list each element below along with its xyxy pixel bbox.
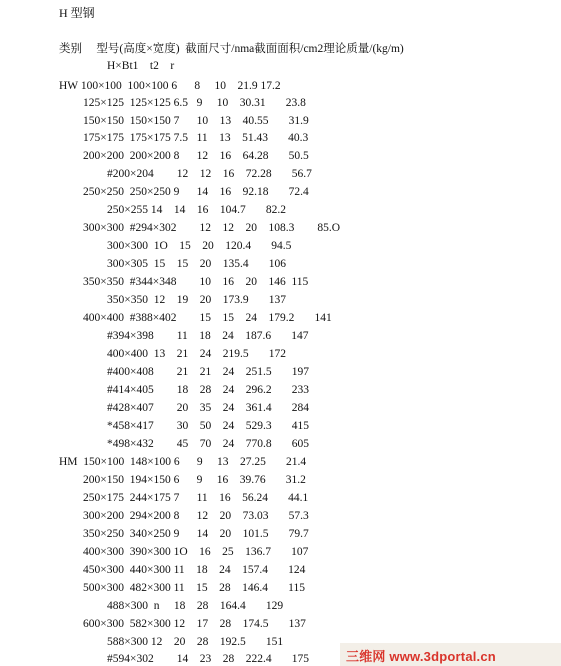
table-row: #394×398 11 18 24 187.6 147 [107,330,309,342]
table-row: 200×150 194×150 6 9 16 39.76 31.2 [83,474,306,486]
table-row: #400×408 21 21 24 251.5 197 [107,366,309,378]
table-row: #428×407 20 35 24 361.4 284 [107,402,309,414]
table-row: 350×350 #344×348 10 16 20 146 115 [83,276,309,288]
table-row: HW 100×100 100×100 6 8 10 21.9 17.2 [59,80,281,92]
table-row: 588×300 12 20 28 192.5 151 [107,636,284,648]
table-row: 250×175 244×175 7 11 16 56.24 44.1 [83,492,309,504]
table-subheader: H×Bt1 t2 r [107,60,175,72]
watermark [340,643,561,666]
table-row: #594×302 14 23 28 222.4 175 [107,653,309,665]
table-row: 250×250 250×250 9 14 16 92.18 72.4 [83,186,309,198]
table-row: HM 150×100 148×100 6 9 13 27.25 21.4 [59,456,307,468]
table-row: 350×350 12 19 20 173.9 137 [107,294,286,306]
watermark-text: 三维网 www.3dportal.cn [346,649,496,664]
table-row: 400×400 13 21 24 219.5 172 [107,348,286,360]
table-row: 150×150 150×150 7 10 13 40.55 31.9 [83,115,309,127]
table-row: #200×204 12 12 16 72.28 56.7 [107,168,312,180]
table-row: 125×125 125×125 6.5 9 10 30.31 23.8 [83,97,306,109]
table-row: 200×200 200×200 8 12 16 64.28 50.5 [83,150,309,162]
table-row: 450×300 440×300 11 18 24 157.4 124 [83,564,306,576]
table-row: 600×300 582×300 12 17 28 174.5 137 [83,618,306,630]
table-row: 488×300 n 18 28 164.4 129 [107,600,284,612]
document-title: H 型钢 [59,6,95,20]
table-row: 300×305 15 15 20 135.4 106 [107,258,286,270]
table-row: 350×250 340×250 9 14 20 101.5 79.7 [83,528,309,540]
table-row: 300×300 #294×302 12 12 20 108.3 85.O [83,222,341,234]
table-row: *498×432 45 70 24 770.8 605 [107,438,309,450]
table-row: *458×417 30 50 24 529.3 415 [107,420,309,432]
table-row: 400×300 390×300 1O 16 25 136.7 107 [83,546,309,558]
table-row: 300×200 294×200 8 12 20 73.03 57.3 [83,510,309,522]
table-row: 250×255 14 14 16 104.7 82.2 [107,204,286,216]
table-header: 类别 型号(高度×宽度) 截面尺寸/nma截面面积/cm2理论质量/(kg/m) [59,43,404,55]
table-row: 500×300 482×300 11 15 28 146.4 115 [83,582,305,594]
table-row: 300×300 1O 15 20 120.4 94.5 [107,240,292,252]
table-row: #414×405 18 28 24 296.2 233 [107,384,309,396]
table-row: 400×400 #388×402 15 15 24 179.2 141 [83,312,332,324]
table-row: 175×175 175×175 7.5 11 13 51.43 40.3 [83,132,309,144]
